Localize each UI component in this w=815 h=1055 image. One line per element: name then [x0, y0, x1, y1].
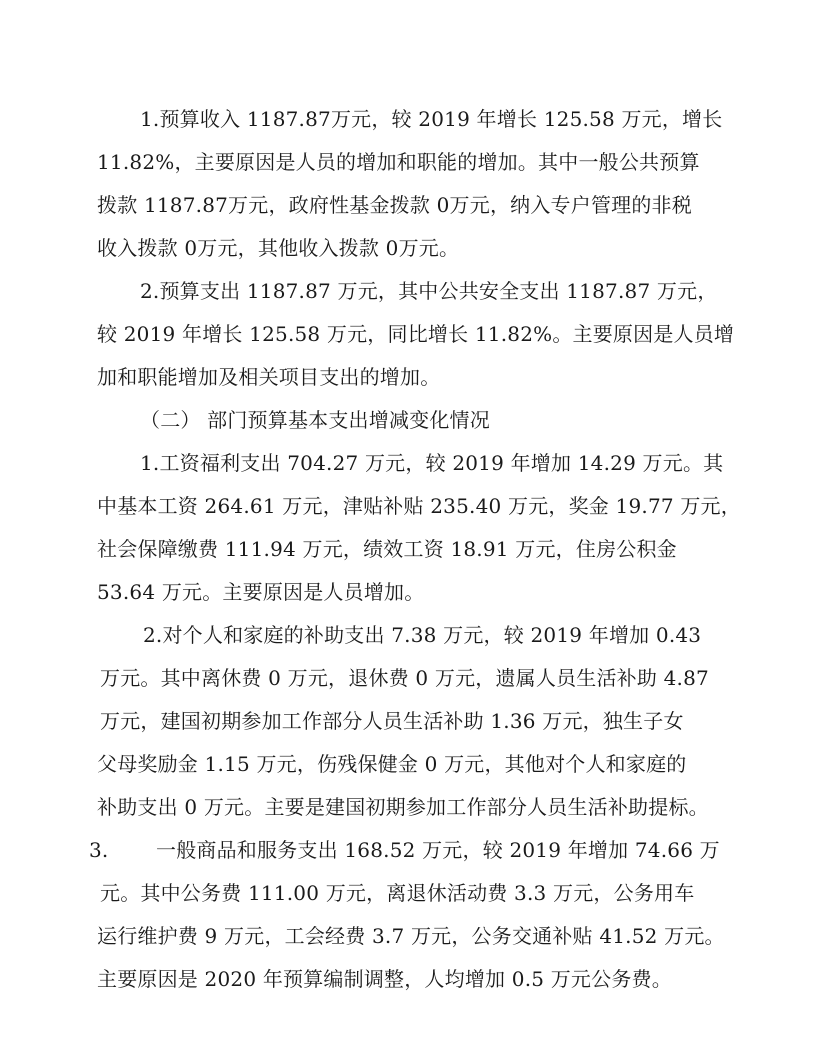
- item-number: 3.: [89, 838, 109, 862]
- text-line: 元。其中公务费 111.00 万元，离退休活动费 3.3 万元，公务用车: [100, 881, 695, 905]
- text-line: 主要原因是 2020 年预算编制调整，人均增加 0.5 万元公务费。: [97, 967, 672, 991]
- text-line: 父母奖励金 1.15 万元，伤残保健金 0 万元，其他对个人和家庭的: [97, 752, 687, 776]
- section-heading: （二） 部门预算基本支出增减变化情况: [140, 408, 490, 432]
- text-line: 11.82%，主要原因是人员的增加和职能的增加。其中一般公共预算: [97, 150, 700, 174]
- text-line: [89, 830, 729, 870]
- text-line: 加和职能增加及相关项目支出的增加。: [97, 365, 441, 389]
- text-line: 1.工资福利支出 704.27 万元，较 2019 年增加 14.29 万元。其: [140, 451, 724, 475]
- text-line: 万元，建国初期参加工作部分人员生活补助 1.36 万元，独生子女: [100, 709, 684, 733]
- text-line: 运行维护费 9 万元，工会经费 3.7 万元，公务交通补贴 41.52 万元。: [97, 924, 725, 948]
- text-line: 拨款 1187.87万元，政府性基金拨款 0万元，纳入专户管理的非税: [97, 193, 692, 217]
- text-line: 1.预算收入 1187.87万元，较 2019 年增长 125.58 万元，增长: [140, 107, 723, 131]
- item-text: 一般商品和服务支出 168.52 万元，较 2019 年增加 74.66 万: [156, 838, 720, 862]
- text-line: 收入拨款 0万元，其他收入拨款 0万元。: [97, 236, 460, 260]
- text-line: 社会保障缴费 111.94 万元，绩效工资 18.91 万元，住房公积金: [97, 537, 677, 561]
- text-line: 中基本工资 264.61 万元，津贴补贴 235.40 万元，奖金 19.77 万元，: [97, 494, 741, 518]
- text-line: 2.预算支出 1187.87 万元，其中公共安全支出 1187.87 万元，: [140, 279, 718, 303]
- text-line: 较 2019 年增长 125.58 万元，同比增长 11.82%。主要原因是人员增: [97, 322, 735, 346]
- text-line: 53.64 万元。主要原因是人员增加。: [97, 580, 425, 604]
- text-line: 2.对个人和家庭的补助支出 7.38 万元，较 2019 年增加 0.43: [143, 623, 702, 647]
- text-line: 补助支出 0 万元。主要是建国初期参加工作部分人员生活补助提标。: [97, 795, 709, 819]
- text-line: 万元。其中离休费 0 万元，退休费 0 万元，遗属人员生活补助 4.87: [100, 666, 709, 690]
